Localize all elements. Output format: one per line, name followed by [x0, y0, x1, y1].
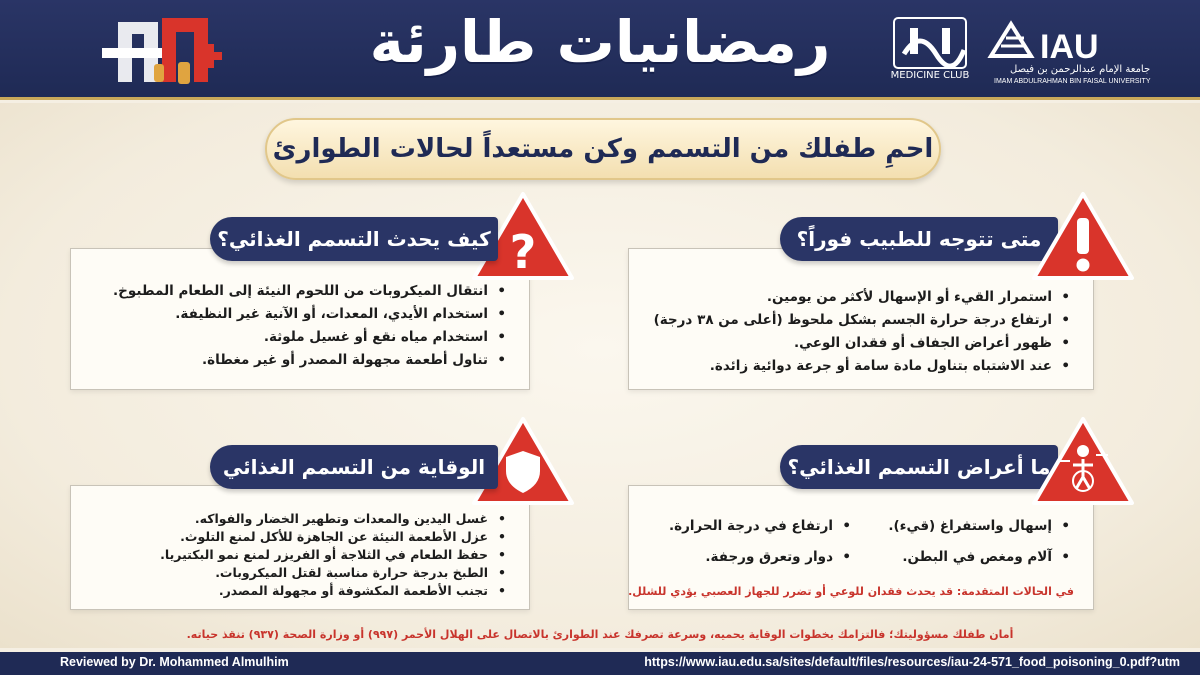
list-item: • ظهور أعراض الجفاف أو فقدان الوعي.: [654, 332, 1074, 355]
medicine-club-logo: [890, 14, 980, 76]
how-happens-list: [113, 280, 510, 372]
list-item: • عزل الأطعمة النيئة عن الجاهزة للأكل لمنع التلوث.: [160, 528, 510, 546]
symptoms-col1: [888, 515, 1074, 569]
svg-text:?: ?: [509, 225, 537, 279]
list-item: • ارتفاع في درجة الحرارة.: [669, 515, 855, 538]
section-title-how-happens: كيف يحدث التسمم الغذائي؟: [210, 217, 498, 261]
footer-bar: [0, 652, 1200, 675]
list-item: • انتقال الميكروبات من اللحوم النيئة إلى الطعام المطبوخ.: [113, 280, 510, 303]
list-item: • الطبخ بدرجة حرارة مناسبة لقتل الميكروبات.: [160, 564, 510, 582]
list-item: • استمرار القيء أو الإسهال لأكثر من يومين.: [654, 286, 1074, 309]
source-url: https://www.iau.edu.sa/sites/default/files/resources/iau-24-571_food_poisoning_0.pdf?utm: [644, 655, 1180, 669]
section-title-prevention: الوقاية من التسمم الغذائي: [210, 445, 498, 489]
list-item: • استخدام مياه نقع أو غسيل ملوثة.: [113, 326, 510, 349]
university-logos: [890, 10, 1180, 92]
list-item: • عند الاشتباه بتناول مادة سامة أو جرعة دوائية زائدة.: [654, 355, 1074, 378]
symptoms-col2: [669, 515, 855, 569]
list-item: • غسل اليدين والمعدات وتطهير الخضار والفواكه.: [160, 510, 510, 528]
page-title: رمضانيات طارئة: [369, 8, 831, 76]
university-english-name: IMAM ABDULRAHMAN BIN FAISAL UNIVERSITY: [994, 78, 1151, 85]
list-item: • ارتفاع درجة حرارة الجسم بشكل ملحوظ (أعلى من ٣٨ درجة): [654, 309, 1074, 332]
section-title-symptoms: ما أعراض التسمم الغذائي؟: [780, 445, 1058, 489]
section-title-when-doctor: متى تتوجه للطبيب فوراً؟: [780, 217, 1058, 261]
header-banner: [0, 0, 1200, 100]
sick-person-icon: [1030, 415, 1136, 507]
reviewer-credit: Reviewed by Dr. Mohammed Almulhim: [60, 655, 289, 669]
university-arabic-name: جامعة الإمام عبدالرحمن بن فيصل: [1010, 64, 1151, 75]
when-doctor-list: [654, 286, 1074, 378]
list-item: • إسهال واستفراغ (قيء).: [888, 515, 1074, 538]
list-item: • تناول أطعمة مجهولة المصدر أو غير مغطاة.: [113, 349, 510, 372]
symptoms-advanced-note: في الحالات المتقدمة: قد يحدث فقدان للوعي أو تضرر للجهاز العصبي يؤدي للشلل.: [628, 585, 1074, 598]
prevention-list: [160, 510, 510, 600]
exclamation-icon: [1030, 190, 1136, 282]
list-item: • تجنب الأطعمة المكشوفة أو مجهولة المصدر.: [160, 582, 510, 600]
list-item: • استخدام الأيدي، المعدات، أو الآنية غير النظيفة.: [113, 303, 510, 326]
university-short-name: IAU: [1040, 28, 1099, 66]
club-name: MEDICINE CLUB: [890, 70, 970, 81]
list-item: • حفظ الطعام في الثلاجة أو الفريزر لمنع نمو البكتيريا.: [160, 546, 510, 564]
subtitle-banner: احمِ طفلك من التسمم وكن مستعداً لحالات الطوارئ: [265, 118, 941, 180]
list-item: • دوار وتعرق ورجفة.: [669, 546, 855, 569]
footer-safety-note: أمان طفلك مسؤوليتك؛ فالتزامك بخطوات الوقاية يحميه، وسرعة تصرفك عند الطوارئ بالاتصال على الهلال الأحمر (٩٩٧) أو وزارة الصحة (٩٣٧) تنقذ حياته.: [186, 628, 1014, 641]
list-item: • آلام ومغص في البطن.: [888, 546, 1074, 569]
